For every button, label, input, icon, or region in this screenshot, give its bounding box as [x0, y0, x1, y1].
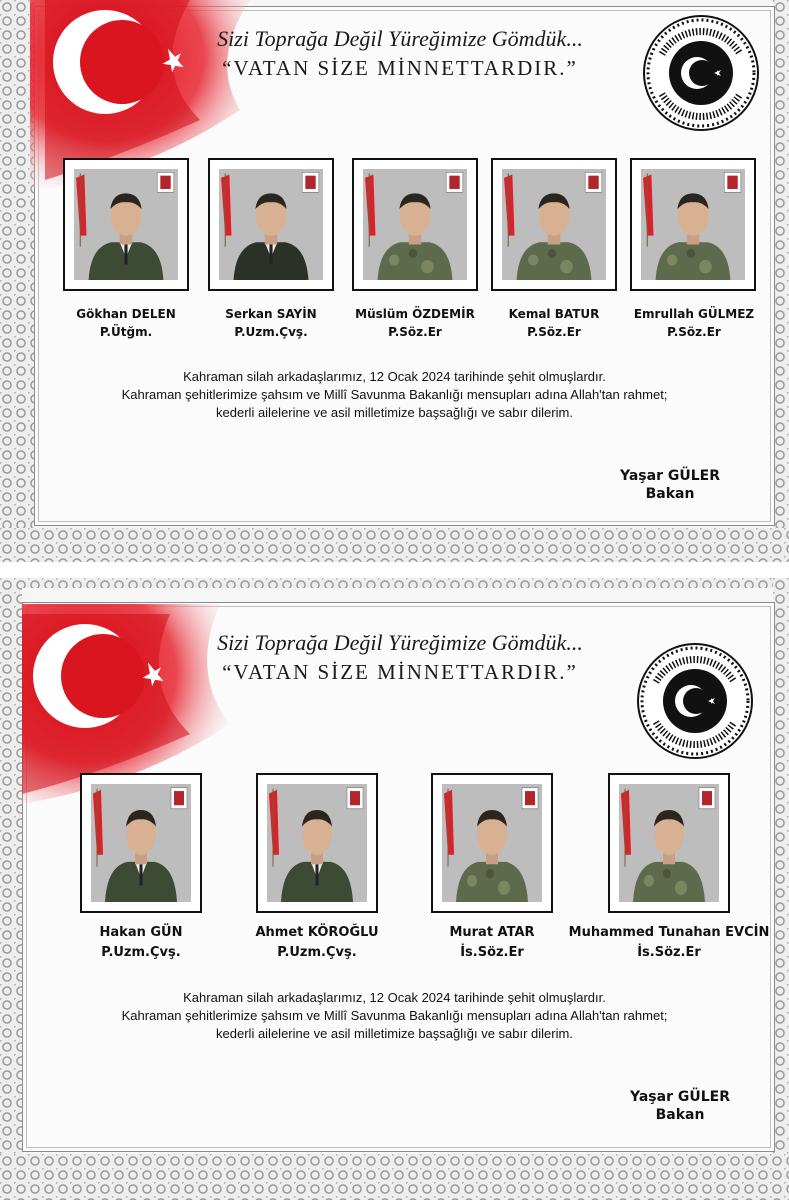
soldier-rank: P.Ütğm. [99, 325, 153, 339]
soldier-rank: İs.Söz.Er [637, 945, 701, 960]
signer-title: Bakan [645, 486, 695, 502]
ornamental-border-right [773, 578, 789, 1200]
soldier-name: Muhammed Tunahan EVCİN [568, 925, 770, 940]
soldier-name: Hakan GÜN [99, 925, 183, 940]
soldier-rank: P.Uzm.Çvş. [277, 945, 357, 960]
soldier-name: Serkan SAYİN [225, 307, 317, 321]
soldier-caption [344, 305, 486, 341]
soldier-silhouette [363, 169, 467, 280]
soldier-rank: P.Uzm.Çvş. [101, 945, 181, 960]
card-separator [0, 562, 789, 578]
soldier-rank: İs.Söz.Er [460, 945, 524, 960]
soldier-photo [74, 169, 178, 280]
soldier-silhouette [619, 784, 719, 902]
message-line: kederli ailelerine ve asil milletimize başsağlığı ve sabır dilerim. [216, 1026, 573, 1041]
soldier-photo [267, 784, 367, 902]
headline-line-1: Sizi Toprağa Değil Yüreğimize Gömdük... [217, 630, 583, 655]
soldier-silhouette [267, 784, 367, 902]
portrait-frame [608, 773, 730, 913]
soldier-silhouette [74, 169, 178, 280]
portrait-frame [431, 773, 553, 913]
soldier-caption [558, 923, 780, 963]
headline [150, 630, 650, 685]
soldier-rank: P.Söz.Er [527, 325, 581, 339]
message-line: Kahraman şehitlerimize şahsım ve Millî Savunma Bakanlığı mensupları adına Allah'tan rahmet; [121, 387, 668, 402]
soldier-name: Murat ATAR [449, 925, 535, 940]
message-line: Kahraman silah arkadaşlarımız, 12 Ocak 2024 tarihinde şehit olmuşlardır. [183, 369, 606, 384]
message-line: Kahraman şehitlerimize şahsım ve Millî Savunma Bakanlığı mensupları adına Allah'tan rahmet; [121, 1008, 668, 1023]
condolence-message [0, 989, 789, 1043]
signature-block [610, 1088, 750, 1124]
soldier-photo [91, 784, 191, 902]
soldier-caption [242, 923, 392, 963]
soldier-caption [66, 923, 216, 963]
soldier-photo [219, 169, 323, 280]
soldier-rank: P.Uzm.Çvş. [234, 325, 308, 339]
soldier-silhouette [91, 784, 191, 902]
soldier-silhouette [502, 169, 606, 280]
headline-line-1: Sizi Toprağa Değil Yüreğimize Gömdük... [217, 26, 583, 51]
condolence-card-1 [0, 0, 789, 562]
portrait-frame [208, 158, 334, 291]
soldier-name: Ahmet KÖROĞLU [255, 925, 379, 940]
soldier-name: Gökhan DELEN [76, 307, 176, 321]
message-line: kederli ailelerine ve asil milletimize başsağlığı ve sabır dilerim. [216, 405, 573, 420]
soldier-name: Kemal BATUR [508, 307, 600, 321]
soldier-silhouette [641, 169, 745, 280]
ministry-seal-icon [636, 642, 754, 760]
signer-name: Yaşar GÜLER [620, 468, 720, 484]
soldier-rank: P.Söz.Er [667, 325, 721, 339]
message-line: Kahraman silah arkadaşlarımız, 12 Ocak 2024 tarihinde şehit olmuşlardır. [183, 990, 606, 1005]
ministry-seal-icon [642, 14, 760, 132]
ornamental-border-bottom [0, 1154, 789, 1200]
signer-title: Bakan [655, 1107, 705, 1123]
soldier-caption [63, 305, 189, 341]
soldier-caption [624, 305, 764, 341]
soldier-photo [619, 784, 719, 902]
soldier-name: Müslüm ÖZDEMİR [355, 307, 475, 321]
soldier-caption [208, 305, 334, 341]
soldier-caption [491, 305, 617, 341]
headline-line-2: “VATAN SİZE MİNNETTARDIR.” [222, 660, 578, 684]
portrait-frame [256, 773, 378, 913]
soldier-name: Emrullah GÜLMEZ [633, 307, 755, 321]
soldier-photo [502, 169, 606, 280]
portrait-frame [491, 158, 617, 291]
headline-line-2: “VATAN SİZE MİNNETTARDIR.” [222, 56, 578, 80]
soldier-photo [641, 169, 745, 280]
soldier-photo [442, 784, 542, 902]
soldier-caption [417, 923, 567, 963]
ornamental-border-right [773, 0, 789, 562]
portrait-frame [352, 158, 478, 291]
ornamental-border-bottom [0, 528, 789, 562]
condolence-card-2 [0, 578, 789, 1200]
signature-block [600, 467, 740, 503]
condolence-message [0, 368, 789, 422]
soldier-silhouette [219, 169, 323, 280]
soldier-silhouette [442, 784, 542, 902]
soldier-rank: P.Söz.Er [388, 325, 442, 339]
soldier-photo [363, 169, 467, 280]
signer-name: Yaşar GÜLER [630, 1089, 730, 1105]
headline [150, 26, 650, 81]
portrait-frame [80, 773, 202, 913]
portrait-frame [63, 158, 189, 291]
ornamental-border-top [0, 578, 789, 588]
portrait-frame [630, 158, 756, 291]
